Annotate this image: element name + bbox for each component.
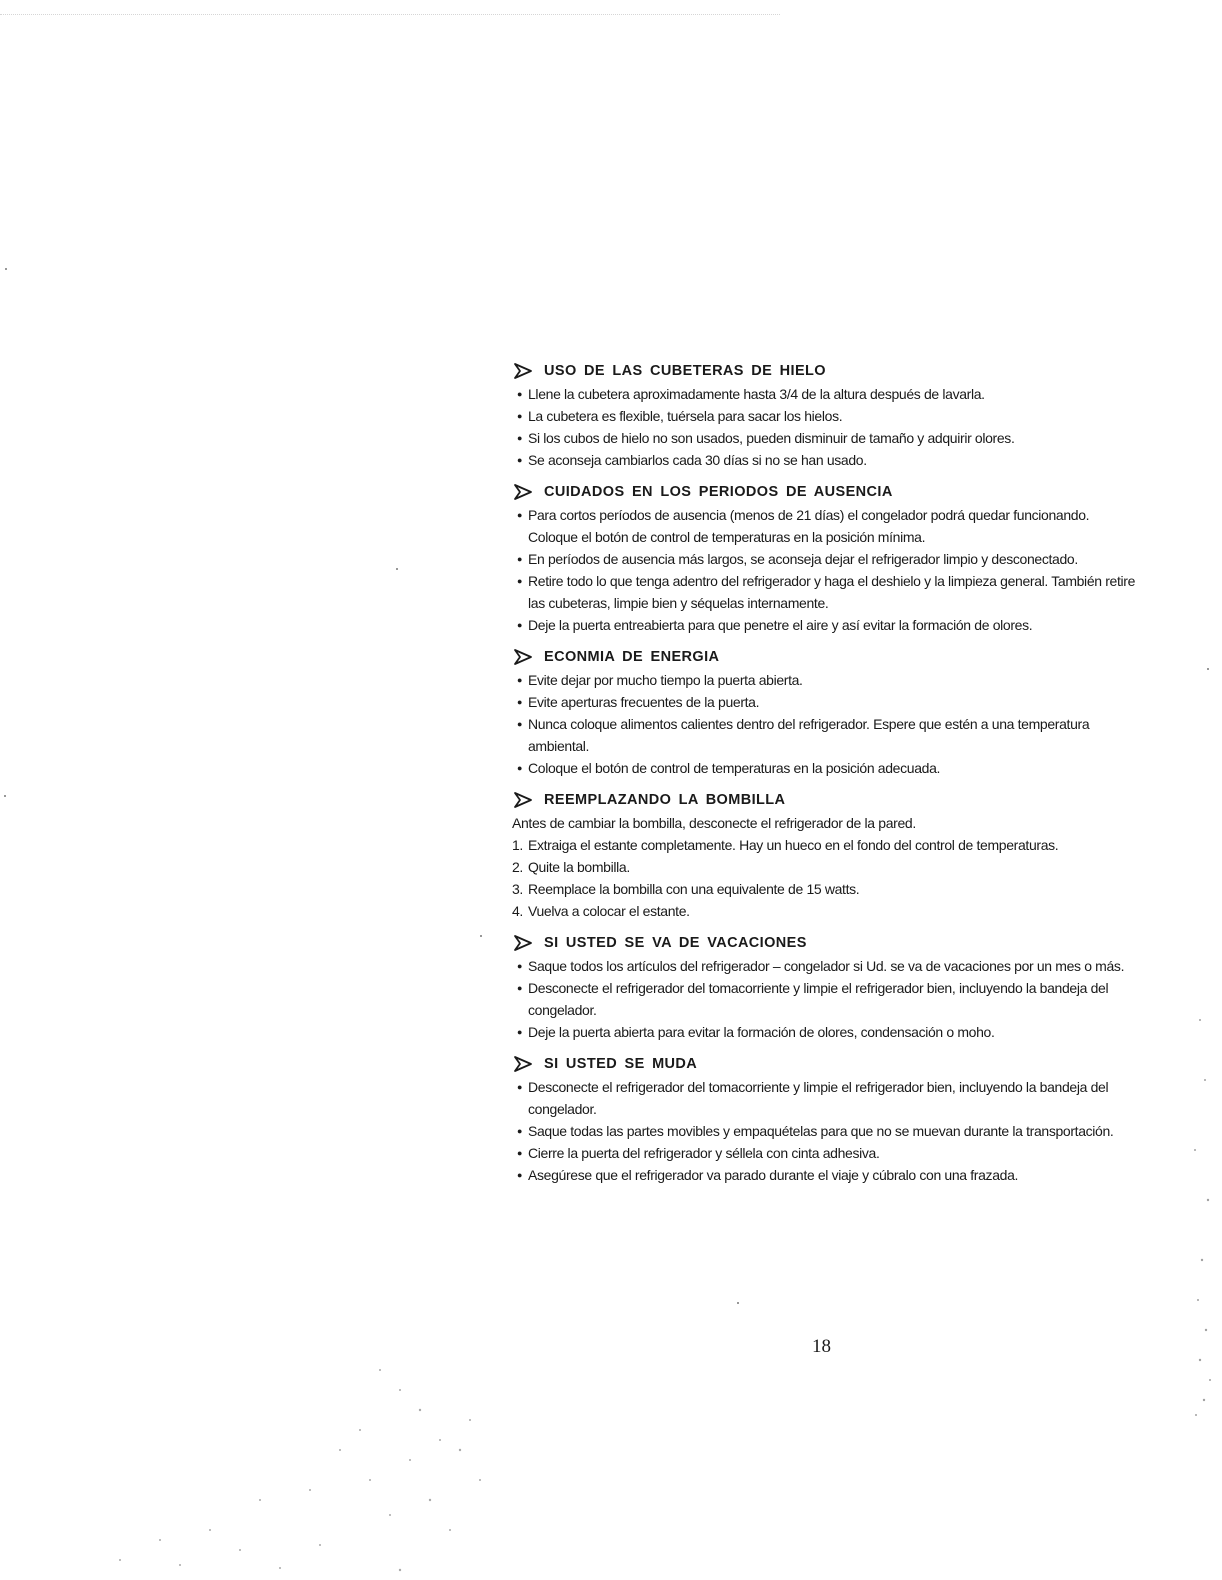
list-item: ● Saque todas las partes movibles y empaquételas para que no se muevan durante la transportación.: [512, 1120, 1137, 1142]
step-text: Vuelva a colocar el estante.: [528, 903, 690, 919]
section-heading: [512, 481, 1137, 503]
scan-speck: [480, 935, 482, 937]
list-item: ● Deje la puerta entreabierta para que penetre el aire y así evitar la formación de olores.: [512, 614, 1137, 636]
section-bombilla: [512, 789, 1137, 922]
section-intro: Antes de cambiar la bombilla, desconecte el refrigerador de la pared.: [512, 815, 916, 831]
bullet-icon: ●: [517, 510, 523, 520]
bullet-icon: ●: [517, 1126, 523, 1136]
numbered-step: [512, 834, 1137, 856]
bullet-icon: ●: [517, 719, 523, 729]
bullet-icon: ●: [517, 961, 523, 971]
numbered-step: [512, 900, 1137, 922]
section-heading: [512, 360, 1137, 382]
list-item: ● Retire todo lo que tenga adentro del refrigerador y haga el deshielo y la limpieza general. También retire las cubeteras, limpie bien y séquelas internamente.: [512, 570, 1137, 614]
list-item: ● Nunca coloque alimentos calientes dentro del refrigerador. Espere que estén a una temperatura ambiental.: [512, 713, 1137, 757]
list-item: ● Cierre la puerta del refrigerador y séllela con cinta adhesiva.: [512, 1142, 1137, 1164]
bullet-icon: ●: [517, 1170, 523, 1180]
document-body: [512, 360, 1137, 1196]
bullet-icon: ●: [517, 983, 523, 993]
scan-speck: [737, 1302, 739, 1304]
section-heading: [512, 646, 1137, 668]
list-item: ● Evite aperturas frecuentes de la puerta.: [512, 691, 1137, 713]
section-muda: [512, 1053, 1137, 1186]
section-title: CUIDADOS EN LOS PERIODOS DE AUSENCIA: [544, 484, 893, 500]
list-item: ● Si los cubos de hielo no son usados, pueden disminuir de tamaño y adquirir olores.: [512, 427, 1137, 449]
scan-top-border: [0, 14, 780, 15]
bullet-icon: ●: [517, 1148, 523, 1158]
step-text: Quite la bombilla.: [528, 859, 630, 875]
arrow-right-outline-icon: [512, 934, 534, 952]
section-heading: [512, 932, 1137, 954]
step-number: 2.: [512, 859, 523, 875]
scan-speck: [5, 268, 7, 270]
page-number: 18: [812, 1336, 831, 1357]
bullet-icon: ●: [517, 576, 523, 586]
numbered-step: [512, 878, 1137, 900]
list-item: ● Saque todos los artículos del refrigerador – congelador si Ud. se va de vacaciones por un mes o más.: [512, 955, 1137, 977]
list-item: ● Deje la puerta abierta para evitar la formación de olores, condensación o moho.: [512, 1021, 1137, 1043]
section-heading: [512, 789, 1137, 811]
list-item: ● Asegúrese que el refrigerador va parado durante el viaje y cúbralo con una frazada.: [512, 1164, 1137, 1186]
bullet-icon: ●: [517, 1027, 523, 1037]
bullet-icon: ●: [517, 455, 523, 465]
section-title: SI USTED SE MUDA: [544, 1056, 698, 1072]
bullet-icon: ●: [517, 411, 523, 421]
scan-speck: [1207, 668, 1209, 670]
list-item: ● La cubetera es flexible, tuérsela para sacar los hielos.: [512, 405, 1137, 427]
list-item: ● Desconecte el refrigerador del tomacorriente y limpie el refrigerador bien, incluyendo la bandeja del congelador.: [512, 1076, 1137, 1120]
section-title: USO DE LAS CUBETERAS DE HIELO: [544, 363, 826, 379]
bullet-icon: ●: [517, 675, 523, 685]
bullet-icon: ●: [517, 1082, 523, 1092]
step-number: 1.: [512, 837, 523, 853]
arrow-right-outline-icon: [512, 648, 534, 666]
numbered-step: [512, 856, 1137, 878]
scan-noise-bottom-left: [60, 1330, 510, 1580]
bullet-icon: ●: [517, 763, 523, 773]
bullet-icon: ●: [517, 554, 523, 564]
scan-speck: [4, 795, 6, 797]
list-item: ● Evite dejar por mucho tiempo la puerta abierta.: [512, 669, 1137, 691]
arrow-right-outline-icon: [512, 362, 534, 380]
section-vacaciones: [512, 932, 1137, 1043]
section-title: REEMPLAZANDO LA BOMBILLA: [544, 792, 786, 808]
list-item: ● Se aconseja cambiarlos cada 30 días si no se han usado.: [512, 449, 1137, 471]
scan-speck: [396, 568, 398, 570]
arrow-right-outline-icon: [512, 1055, 534, 1073]
bullet-icon: ●: [517, 433, 523, 443]
section-title: SI USTED SE VA DE VACACIONES: [544, 935, 807, 951]
arrow-right-outline-icon: [512, 791, 534, 809]
arrow-right-outline-icon: [512, 483, 534, 501]
list-item: ● En períodos de ausencia más largos, se aconseja dejar el refrigerador limpio y desconectado.: [512, 548, 1137, 570]
step-number: 3.: [512, 881, 523, 897]
step-text: Extraiga el estante completamente. Hay un hueco en el fondo del control de temperaturas.: [528, 837, 1059, 853]
section-energia: [512, 646, 1137, 779]
list-item: ● Llene la cubetera aproximadamente hasta 3/4 de la altura después de lavarla.: [512, 383, 1137, 405]
bullet-icon: ●: [517, 697, 523, 707]
section-title: ECONMIA DE ENERGIA: [544, 649, 720, 665]
bullet-icon: ●: [517, 389, 523, 399]
list-item: ● Desconecte el refrigerador del tomacorriente y limpie el refrigerador bien, incluyendo la bandeja del congelador.: [512, 977, 1137, 1021]
list-item: ● Coloque el botón de control de temperaturas en la posición adecuada.: [512, 757, 1137, 779]
section-cubeteras: [512, 360, 1137, 471]
step-text: Reemplace la bombilla con una equivalente de 15 watts.: [528, 881, 860, 897]
section-heading: [512, 1053, 1137, 1075]
section-ausencia: [512, 481, 1137, 636]
list-item: ● Para cortos períodos de ausencia (menos de 21 días) el congelador podrá quedar funcionando. Coloque el botón de control de temperaturas en la posición mínima.: [512, 504, 1137, 548]
scan-noise-right-edge: [1180, 1000, 1220, 1430]
step-number: 4.: [512, 903, 523, 919]
bullet-icon: ●: [517, 620, 523, 630]
